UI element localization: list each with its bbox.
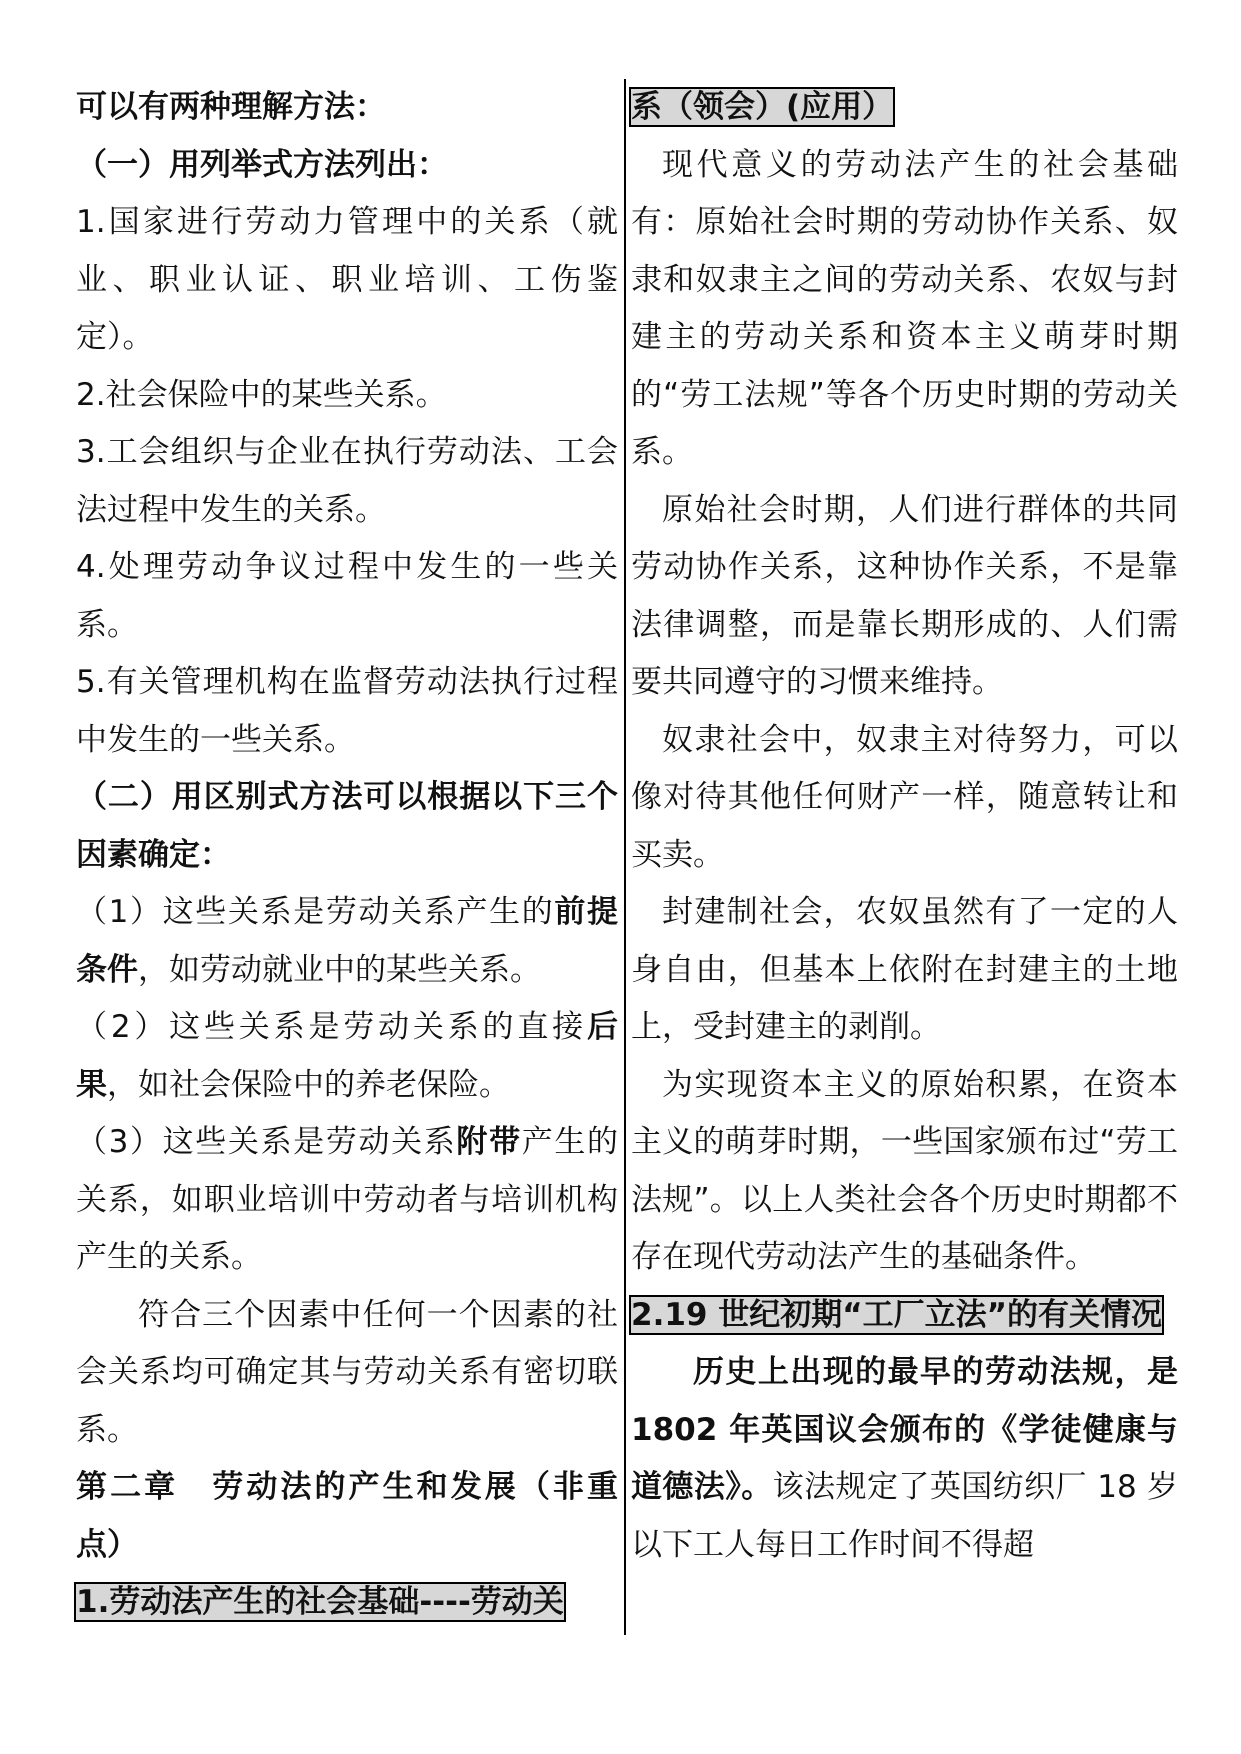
list-item: 5.有关管理机构在监督劳动法执行过程中发生的一些关系。	[76, 664, 618, 758]
chapter-title: 第二章 劳动法的产生和发展（非重点）	[76, 1469, 618, 1563]
column-divider	[624, 79, 626, 1635]
final-paragraph: 历史上出现的最早的劳动法规，是 1802 年英国议会颁布的《学徒健康与道德法》。该法规定了英国纺织厂 18 岁以下工人每日工作时间不得超	[631, 1354, 1179, 1563]
body-paragraph: 原始社会时期，人们进行群体的共同劳动协作关系，这种协作关系，不是靠法律调整，而是靠长期形成的、人们需要共同遵守的习惯来维持。	[631, 491, 1178, 700]
list-item: 4.处理劳动争议过程中发生的一些关系。	[76, 549, 618, 643]
section1-heading: 1.劳动法产生的社会基础----劳动关	[76, 1584, 564, 1620]
factor-item: （2）这些关系是劳动关系的直接后果，如社会保险中的养老保险。	[76, 1009, 618, 1103]
method2-title: （二）用区别式方法可以根据以下三个因素确定：	[76, 779, 618, 873]
factor-item: （1）这些关系是劳动关系产生的前提条件，如劳动就业中的某些关系。	[76, 894, 619, 988]
list-item: 3.工会组织与企业在执行劳动法、工会法过程中发生的关系。	[76, 434, 618, 528]
body-paragraph: 奴隶社会中，奴隶主对待努力，可以像对待其他任何财产一样，随意转让和买卖。	[631, 721, 1178, 873]
left-column	[76, 79, 618, 1632]
factor-item: （3）这些关系是劳动关系附带产生的关系，如职业培训中劳动者与培训机构产生的关系。	[76, 1124, 619, 1275]
body-paragraph: 封建制社会，农奴虽然有了一定的人身自由，但基本上依附在封建主的土地上，受封建主的剥削。	[631, 894, 1178, 1045]
list-item: 2.社会保险中的某些关系。	[76, 376, 447, 413]
right-column	[631, 79, 1178, 1574]
section2-heading: 2.19 世纪初期“工厂立法”的有关情况	[631, 1296, 1163, 1333]
list-item: 1.国家进行劳动力管理中的关系（就业、职业认证、职业培训、工伤鉴定）。	[76, 204, 618, 355]
body-paragraph: 为实现资本主义的原始积累，在资本主义的萌芽时期，一些国家颁布过“劳工法规”。以上人类社会各个历史时期都不存在现代劳动法产生的基础条件。	[631, 1066, 1178, 1275]
summary-paragraph: 符合三个因素中任何一个因素的社会关系均可确定其与劳动关系有密切联系。	[76, 1296, 618, 1448]
intro-heading: 可以有两种理解方法：	[76, 89, 386, 125]
section1-heading-continued: 系（领会）(应用）	[631, 89, 894, 125]
body-paragraph: 现代意义的劳动法产生的社会基础有：原始社会时期的劳动协作关系、奴隶和奴隶主之间的劳动关系、农奴与封建主的劳动关系和资本主义萌芽时期的“劳工法规”等各个历史时期的劳动关系。	[631, 146, 1178, 470]
method1-title: （一）用列举式方法列出：	[76, 146, 448, 183]
